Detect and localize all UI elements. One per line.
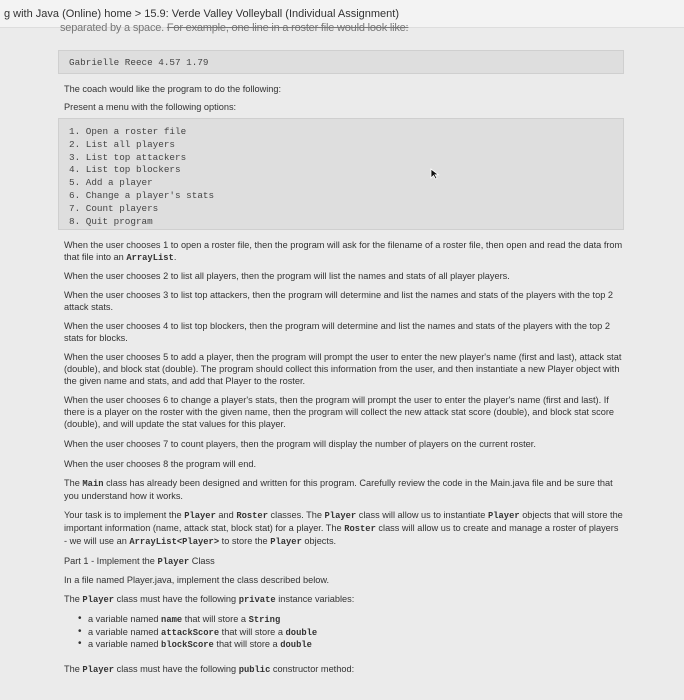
- menu-option-8: 8. Quit program: [69, 215, 153, 227]
- part1-heading-post: Class: [189, 556, 215, 566]
- fields-code1: Player: [82, 595, 115, 605]
- part1-heading: [64, 555, 624, 568]
- field-pre: a variable named: [88, 626, 162, 637]
- task-t5: objects that will store the important information (name, attack stat, block stat) for a player. The: [64, 510, 623, 533]
- field-name: blockScore: [161, 640, 214, 650]
- task-c6: ArrayList<Player>: [129, 537, 220, 547]
- task-t2: and: [215, 510, 237, 520]
- cutoff-part1: separated by a space.: [60, 22, 165, 34]
- menu-code-block: [58, 118, 624, 230]
- ctor-post: constructor method:: [270, 664, 355, 674]
- task-t6: class will allow us to create and manage a roster of players - we will use an: [64, 523, 619, 546]
- assignment-content: [0, 22, 684, 700]
- desc-option-1-code: ArrayList: [126, 253, 174, 263]
- list-item: [74, 613, 634, 626]
- example-code-block: [58, 50, 624, 74]
- breadcrumb-page-title: 15.9: Verde Valley Volleyball (Individual Assignment): [144, 7, 399, 20]
- field-mid: that will store a: [213, 639, 281, 649]
- menu-option-5: 5. Add a player: [69, 177, 153, 189]
- task-paragraph: [64, 509, 624, 548]
- main-class-pre: The: [64, 478, 83, 488]
- task-t4: class will allow us to instantiate: [356, 510, 488, 520]
- cutoff-text-line: [60, 22, 408, 34]
- desc-option-7: When the user chooses 7 to count players, then the program will display the number of players on the current roster.: [64, 439, 536, 449]
- field-pre: a variable named: [88, 614, 162, 624]
- breadcrumb-separator: >: [134, 7, 142, 20]
- part1-heading-code: Player: [157, 557, 190, 567]
- instance-variable-list: [74, 613, 634, 651]
- main-class-post: class has already been designed and written for this program. Carefully review the code in the Main.java file and be sure that you understand how it works.: [64, 478, 613, 501]
- desc-option-4: When the user chooses 4 to list top blockers, then the program will determine and list the names and stats of the players with the top 2 stats for blocks.: [64, 321, 610, 343]
- field-pre: a variable named: [88, 639, 162, 649]
- desc-option-8: When the user chooses 8 the program will end.: [64, 459, 257, 469]
- main-class-code: Main: [82, 479, 104, 489]
- main-class-paragraph: [64, 477, 624, 502]
- fields-pre: The: [64, 594, 83, 604]
- breadcrumb-course-link[interactable]: g with Java (Online) home: [4, 7, 132, 20]
- menu-option-3: 3. List top attackers: [69, 151, 187, 163]
- task-t8: objects.: [301, 536, 337, 546]
- menu-option-6: 6. Change a player's stats: [69, 189, 215, 201]
- part1-heading-pre: Part 1 - Implement the: [64, 556, 158, 566]
- desc-option-1-text: When the user chooses 1 to open a roster file, then the program will ask for the filename of a roster file, then open and read the data from that file into an: [64, 240, 623, 262]
- field-type: double: [285, 627, 318, 638]
- ctor-pre: The: [64, 664, 83, 674]
- field-type: double: [280, 640, 312, 650]
- field-mid: that will store a: [219, 626, 286, 637]
- menu-option-2: 2. List all players: [69, 138, 176, 150]
- menu-option-7: 7. Count players: [69, 202, 159, 214]
- task-c3: Player: [324, 511, 357, 521]
- desc-option-1: [64, 239, 624, 264]
- desc-option-3: When the user chooses 3 to list top attackers, then the program will determine and list the names and stats of the players with the top 2 attack stats.: [64, 290, 613, 312]
- menu-option-1: 1. Open a roster file: [69, 126, 187, 137]
- field-name: name: [161, 615, 183, 625]
- task-t3: classes. The: [268, 510, 325, 520]
- list-item: [74, 626, 634, 639]
- desc-option-2: When the user chooses 2 to list all players, then the program will list the names and stats of all player players.: [64, 271, 510, 281]
- fields-post: instance variables:: [275, 594, 355, 604]
- task-c5: Roster: [344, 524, 376, 534]
- field-name: attackScore: [161, 627, 220, 638]
- menu-option-4: 4. List top blockers: [69, 164, 181, 176]
- task-c4: Player: [487, 511, 520, 521]
- desc-option-5: When the user chooses 5 to add a player, then the program will prompt the user to enter the new player's name (first and last), attack stat (double), and block stat (double). The program should collect this information from the user, and then instantiate a new Player object with the given name and stats, and add that Player to the roster.: [64, 352, 622, 386]
- intro-line-1: The coach would like the program to do the following:: [64, 84, 282, 94]
- part1-file-line: In a file named Player.java, implement the class described below.: [64, 575, 330, 585]
- ctor-code2: public: [238, 665, 271, 675]
- desc-option-6: When the user chooses 6 to change a player's stats, then the program will prompt the user to enter the player's name (first and last). If there is a player on the roster with the given name, then the program will collect the new attack stat score (double), and block stat score (double), and will update the stat values for this player.: [64, 395, 614, 429]
- task-t1: Your task is to implement the: [64, 510, 185, 520]
- fields-mid: class must have the following: [114, 594, 239, 604]
- task-c2: Roster: [236, 511, 268, 521]
- list-item: [74, 638, 634, 651]
- field-type: String: [248, 615, 281, 625]
- example-code-text: Gabrielle Reece 4.57 1.79: [69, 57, 209, 68]
- desc-option-1-end: .: [173, 252, 177, 262]
- part1-fields-intro: [64, 593, 624, 606]
- cutoff-part2: For example, one line in a roster file would look like:: [166, 22, 409, 34]
- task-c1: Player: [184, 511, 216, 521]
- intro-line-2: Present a menu with the following options:: [64, 102, 237, 112]
- task-t7: to store the: [219, 536, 271, 546]
- fields-code2: private: [238, 595, 276, 605]
- ctor-mid: class must have the following: [114, 664, 239, 674]
- field-mid: that will store a: [182, 614, 249, 624]
- part1-constructor-intro: [64, 663, 624, 676]
- task-c7: Player: [270, 537, 302, 547]
- ctor-code1: Player: [82, 665, 115, 675]
